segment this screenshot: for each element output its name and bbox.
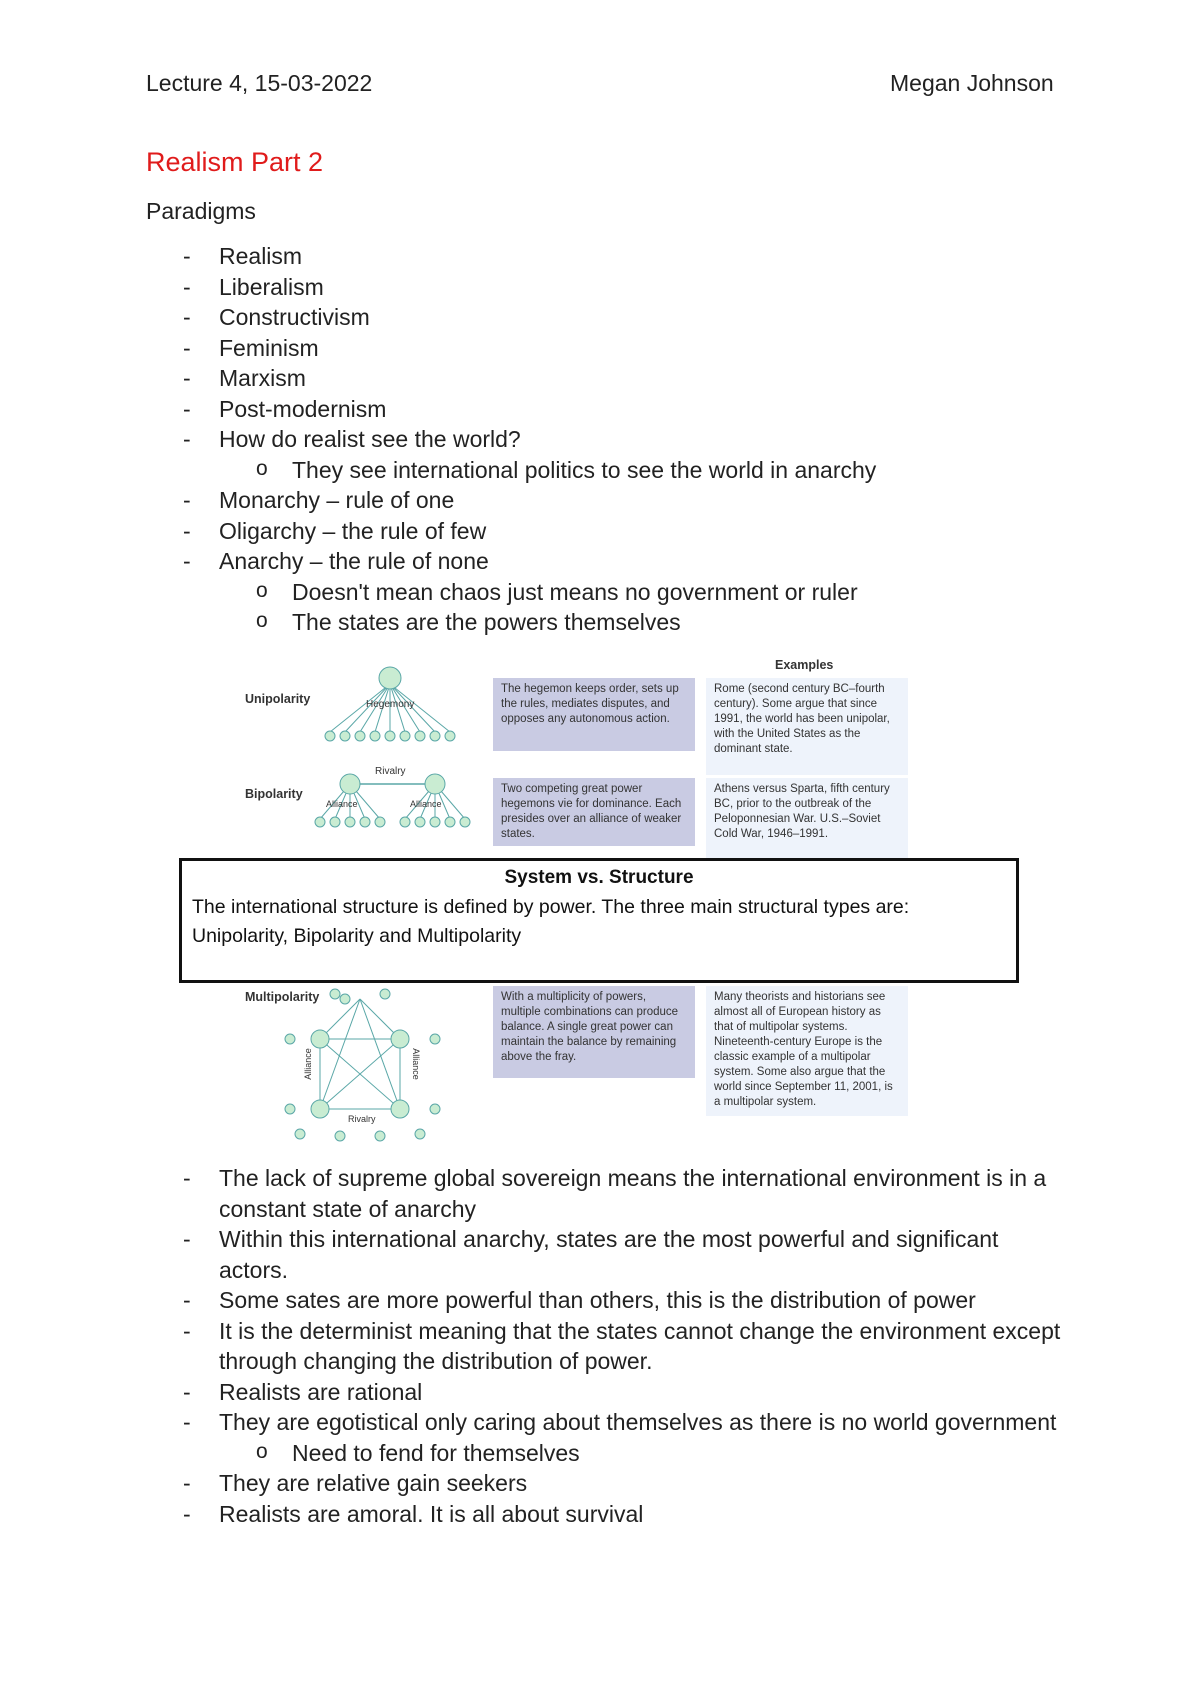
hegemony-label: Hegemony: [366, 699, 415, 710]
list-item: - Constructivism: [146, 302, 1066, 333]
bipolarity-alliance-left: Alliance: [326, 799, 358, 809]
list-item: - Post-modernism: [146, 394, 1066, 425]
list-item: - How do realist see the world?: [146, 424, 1066, 455]
sub-list-item: o Doesn't mean chaos just means no government or ruler: [146, 577, 1066, 608]
list-item: - Realists are amoral. It is all about survival: [146, 1499, 1066, 1530]
header-lecture: Lecture 4, 15-03-2022: [146, 70, 373, 96]
system-box-heading: System vs. Structure: [504, 867, 694, 888]
list-item: - Feminism: [146, 333, 1066, 364]
bipolarity-rivalry-label: Rivalry: [375, 766, 406, 777]
list-item: - It is the determinist meaning that the states cannot change the environment except through changing the distribution of power.: [146, 1316, 1066, 1377]
system-box-body: The international structure is defined by power. The three main structural types are: Unipolarity, Bipolarity and Multipolarity: [192, 896, 910, 947]
list-item: - Oligarchy – the rule of few: [146, 516, 1066, 547]
list-item: - Realism: [146, 241, 1066, 272]
section-subtitle: Paradigms: [146, 198, 256, 224]
unipolarity-example: Rome (second century BC–fourth century). Some argue that since 1991, the world has been unipolar, with the United States as the dominant state.: [706, 678, 908, 775]
paradigm-list: [146, 241, 1066, 638]
list-item: - Anarchy – the rule of none: [146, 546, 1066, 577]
bipolarity-description: Two competing great power hegemons vie for dominance. Each presides over an alliance of weaker states.: [493, 778, 695, 846]
list-item: - Monarchy – rule of one: [146, 485, 1066, 516]
unipolarity-label: Unipolarity: [245, 692, 311, 706]
list-item: - Marxism: [146, 363, 1066, 394]
bipolarity-alliance-right: Alliance: [410, 799, 442, 809]
multipolarity-description: With a multiplicity of powers, multiple combinations can produce balance. A single great power can maintain the balance by remaining above the fray.: [493, 986, 695, 1078]
unipolarity-description: The hegemon keeps order, sets up the rules, mediates disputes, and opposes any autonomous action.: [493, 678, 695, 751]
page-title: Realism Part 2: [146, 147, 324, 177]
header-author: Megan Johnson: [890, 70, 1054, 96]
multipolarity-label: Multipolarity: [245, 990, 320, 1004]
bipolarity-example: Athens versus Sparta, fifth century BC, prior to the outbreak of the Peloponnesian War. U.S.–Soviet Cold War, 1946–1991.: [706, 778, 908, 858]
sub-list-item: o Need to fend for themselves: [146, 1438, 1066, 1469]
examples-heading: Examples: [775, 658, 834, 672]
list-item: - Liberalism: [146, 272, 1066, 303]
list-item: - Realists are rational: [146, 1377, 1066, 1408]
list-item: - They are egotistical only caring about themselves as there is no world government: [146, 1407, 1066, 1438]
multipolarity-alliance-right: Alliance: [410, 1048, 421, 1080]
sub-list-item: o The states are the powers themselves: [146, 607, 1066, 638]
list-item: - The lack of supreme global sovereign means the international environment is in a constant state of anarchy: [146, 1163, 1066, 1224]
sub-list-item: o They see international politics to see the world in anarchy: [146, 455, 1066, 486]
list-item: - Within this international anarchy, states are the most powerful and significant actors.: [146, 1224, 1066, 1285]
realism-characteristics-list: [146, 1163, 1066, 1529]
multipolarity-example: Many theorists and historians see almost all of European history as that of multipolar systems. Nineteenth-century Europe is the classic example of a multipolar system. Some also argue that the world since September 11, 2001, is a multipolar system.: [706, 986, 908, 1116]
list-item: - They are relative gain seekers: [146, 1468, 1066, 1499]
bipolarity-label: Bipolarity: [245, 787, 303, 801]
multipolarity-alliance-left: Alliance: [302, 1048, 313, 1080]
system-vs-structure-box: [179, 858, 1019, 983]
multipolarity-rivalry-label: Rivalry: [348, 1114, 376, 1124]
list-item: - Some sates are more powerful than others, this is the distribution of power: [146, 1285, 1066, 1316]
